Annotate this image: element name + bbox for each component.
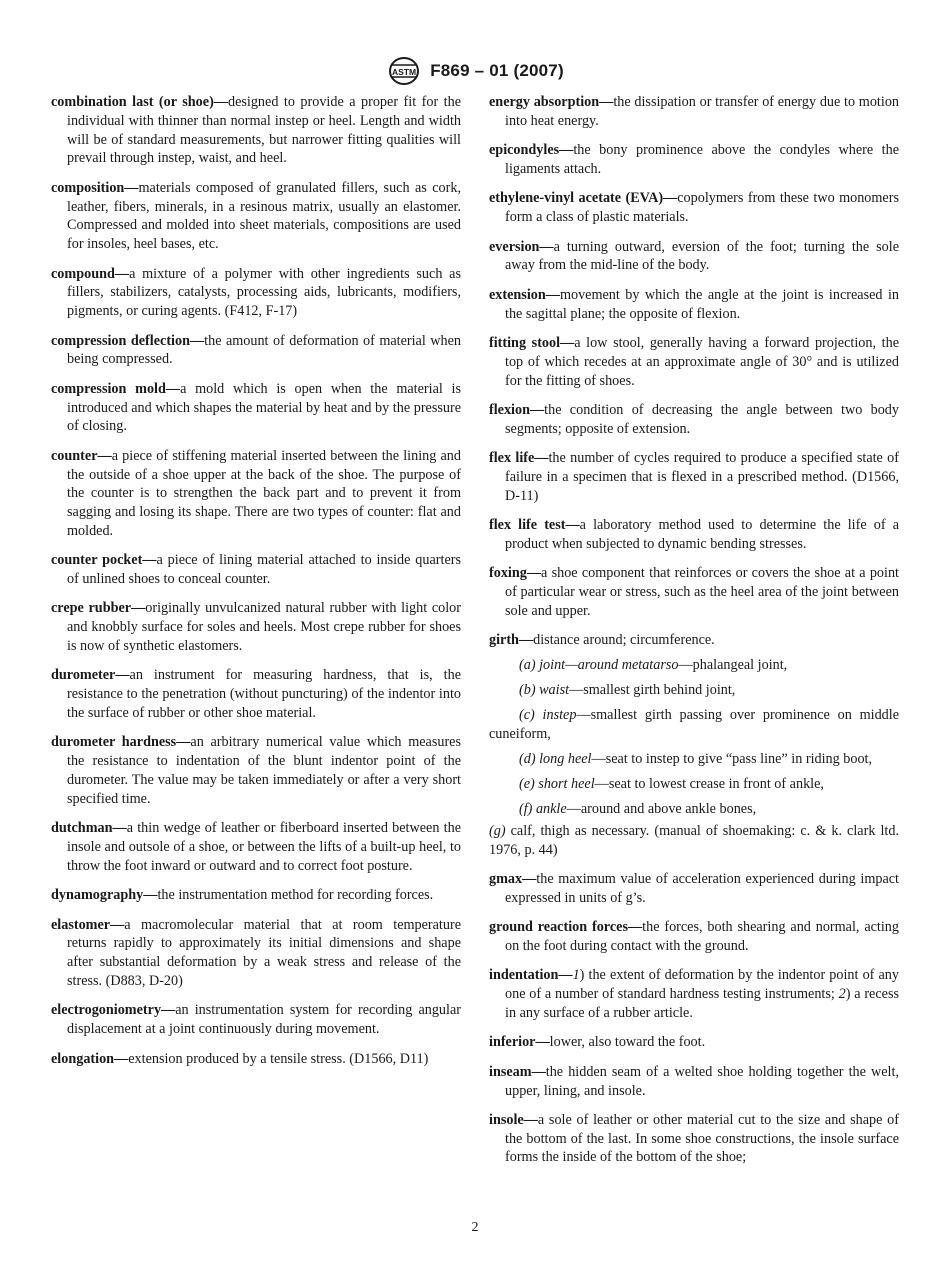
definition-entry: inseam—the hidden seam of a welted shoe holding together the welt, upper, lining, and insole. <box>489 1063 899 1099</box>
definition-entry: crepe rubber—originally unvulcanized natural rubber with light color and knobbly surface for soles and heels. Most crepe rubber for shoes is now of synthetic elastomers. <box>51 600 461 655</box>
definition-entry: composition—materials composed of granulated fillers, such as cork, leather, fibers, minerals, in a resinous matrix, usually an elastomer. Compressed and molded into sheet materials, compositions are used for insoles, heel bases, etc. <box>51 179 461 253</box>
definition-entry: foxing—a shoe component that reinforces or covers the shoe at a point of particular wear or stress, such as the heel area of the joint between sole and upper. <box>489 565 899 619</box>
page-number: 2 <box>471 1220 479 1235</box>
definition-entry: elongation—extension produced by a tensile stress. (D1566, D11) <box>51 1050 429 1067</box>
definition-entry: ground reaction forces—the forces, both shearing and normal, acting on the foot during contact with the ground. <box>489 919 899 954</box>
girth-subitem: (d) long heel—seat to instep to give “pass line” in riding boot, <box>519 751 873 767</box>
right-column <box>489 93 899 1178</box>
definition-entry: durometer hardness—an arbitrary numerical value which measures the resistance to indentation of the blunt indentor point of the durometer. The value may be taken immediately or after a very short specified time. <box>51 734 462 807</box>
definition-entry: compound—a mixture of a polymer with other ingredients such as fillers, stabilizers, catalysts, processing aids, lubricants, modifiers, pigments, or curing agents. (F412, F-17) <box>51 265 461 320</box>
definition-entry: inferior—lower, also toward the foot. <box>489 1034 706 1051</box>
definition-entry: flex life test—a laboratory method used to determine the life of a product when subjected to dynamic bending stresses. <box>489 517 899 552</box>
definition-entry: counter pocket—a piece of lining material attached to inside quarters of unlined shoes to conceal counter. <box>51 552 461 588</box>
definition-entry: dutchman—a thin wedge of leather or fiberboard inserted between the insole and outsole of a shoe, or between the lifts of a built-up heel, to throw the foot inward or outward and to correct foot posture. <box>51 820 461 874</box>
definition-entry: elastomer—a macromolecular material that at room temperature returns rapidly to approximately its initial dimensions and shape after substantial deformation by a weak stress and release of the stress. (D883, D-20) <box>51 916 461 989</box>
definition-entry: indentation—1) the extent of deformation by the indentor point of any one of a number of standard hardness testing instruments; 2) a recess in any surface of a rubber article. <box>489 967 899 1021</box>
definition-entry: flexion—the condition of decreasing the angle between two body segments; opposite of extension. <box>489 401 899 437</box>
girth-subitem: (b) waist—smallest girth behind joint, <box>519 682 736 699</box>
definition-entry: gmax—the maximum value of acceleration experienced during impact expressed in units of g’s. <box>489 870 899 906</box>
definition-entry: eversion—a turning outward, eversion of the foot; turning the sole away from the mid-line of the body. <box>489 238 899 274</box>
definition-entry: dynamography—the instrumentation method for recording forces. <box>51 887 434 904</box>
definition-entry: counter—a piece of stiffening material inserted between the lining and the outside of a shoe upper at the back of the shoe. The purpose of the counter is to strengthen the back part and to prevent it from sagging and losing its shape. There are two types of counter: flat and molded. <box>51 447 461 539</box>
definition-entry: girth—distance around; circumference. <box>489 632 715 649</box>
definition-entry: combination last (or shoe)—designed to provide a proper fit for the individual with thinner than normal instep or heel. Length and width will be of standard measurements, but narrower fitting qualities will prevail through instep, waist, and heel. <box>51 94 461 167</box>
girth-subitem: (g) calf, thigh as necessary. (manual of shoemaking: c. & k. clark ltd. 1976, p. 44) <box>489 822 899 858</box>
definition-entry: electrogoniometry—an instrumentation system for recording angular displacement at a joint continuously during movement. <box>51 1002 461 1038</box>
definition-entry: fitting stool—a low stool, generally having a forward projection, the top of which recedes at an approximate angle of 30° and is utilized for the fitting of shoes. <box>489 334 899 389</box>
definition-entry: compression mold—a mold which is open when the material is introduced and which shapes the material by heat and by the pressure of closing. <box>51 380 461 435</box>
definition-entry: compression deflection—the amount of deformation of material when being compressed. <box>51 332 461 368</box>
girth-subitem: (e) short heel—seat to lowest crease in front of ankle, <box>519 775 824 792</box>
girth-subitem: (c) instep—smallest girth passing over prominence on middle cuneiform, <box>489 707 900 743</box>
definition-entry: extension—movement by which the angle at the joint is increased in the sagittal plane; the opposite of flexion. <box>489 286 899 322</box>
girth-subitem: (a) joint—around metatarso—phalangeal joint, <box>519 657 788 674</box>
page-header <box>0 56 950 86</box>
girth-subitem: (f) ankle—around and above ankle bones, <box>519 800 757 817</box>
definition-entry: ethylene-vinyl acetate (EVA)—copolymers from these two monomers form a class of plastic materials. <box>489 190 899 226</box>
definition-entry: energy absorption—the dissipation or transfer of energy due to motion into heat energy. <box>489 94 900 129</box>
definition-entry: flex life—the number of cycles required to produce a specified state of failure in a specimen that is flexed in a prescribed method. (D1566, D-11) <box>489 450 899 504</box>
definition-entry: epicondyles—the bony prominence above the condyles where the ligaments attach. <box>489 142 899 177</box>
document-designation: F869 – 01 (2007) <box>430 61 564 80</box>
definition-entry: durometer—an instrument for measuring hardness, that is, the resistance to the penetration (without puncturing) of the indentor into the surface of rubber or other shoe material. <box>51 667 461 722</box>
astm-logo-icon <box>386 56 422 86</box>
definition-entry: insole—a sole of leather or other material cut to the size and shape of the bottom of the last. In some shoe constructions, the insole surface forms the inside of the bottom of the shoe; <box>489 1111 899 1166</box>
left-column <box>51 93 461 1079</box>
svg-text:ASTM: ASTM <box>392 67 417 77</box>
